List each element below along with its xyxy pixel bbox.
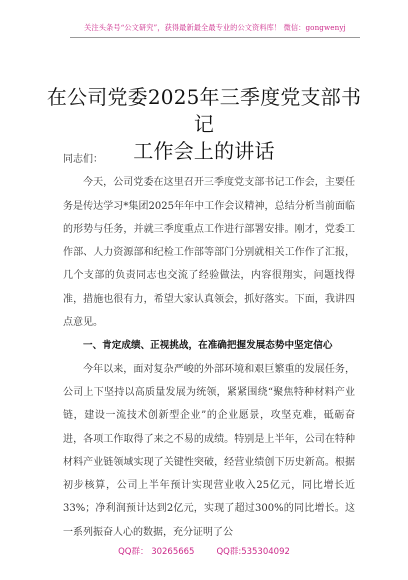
- title-line-1: 在公司党委2025年三季度党支部书记: [46, 85, 362, 136]
- title-line-2: 工作会上的讲话: [133, 139, 275, 163]
- greeting: 同志们：: [63, 154, 103, 165]
- header-banner: 关注头条号“公文研究”，获得最新最全最专业的公文资料库！ 微信：gongwenyj: [70, 23, 360, 38]
- document-body: [63, 148, 355, 544]
- footer-qq-groups: [0, 545, 408, 557]
- footer-qq-group-1: QQ群： 30265665: [118, 547, 195, 557]
- footer-qq-group-2: QQ群:535304092: [216, 547, 290, 557]
- paragraph-intro: 今天，公司党委在这里召开三季度党支部书记工作会，主要任务是传达学习*集团2025年年中工作会议精神，总结分析当前面临的形势与任务，并就三季度重点工作进行部署安排。刚才，党委工作部、人力资源部和纪检工作部等部门分别就相关工作作了汇报，几个支部的负责同志也交流了经验做法，内容很翔实，问题找得准，措施也很有力，希望大家认真领会，抓好落实。下面，我讲四点意见。: [63, 177, 355, 329]
- paragraph-achievements: 今年以来，面对复杂严峻的外部环境和艰巨繁重的发展任务，公司上下坚持以高质量发展为统领，紧紧围绕“聚焦特种材料产业链，建设一流技术创新型企业”的企业愿景，攻坚克难，砥砺奋进，各项工作取得了来之不易的成绩。特别是上半年，公司在特种材料产业链领域实现了关键性突破，经营业绩创下历史新高。根据初步核算，公司上半年预计实现营业收入25亿元，同比增长近33%；净利润预计达到2亿元，实现了超过300%的同比增长。这一系列振奋人心的数据，充分证明了公: [63, 363, 355, 538]
- section-heading-1: 一、肯定成绩、正视挑战，在准确把握发展态势中坚定信心: [83, 340, 333, 352]
